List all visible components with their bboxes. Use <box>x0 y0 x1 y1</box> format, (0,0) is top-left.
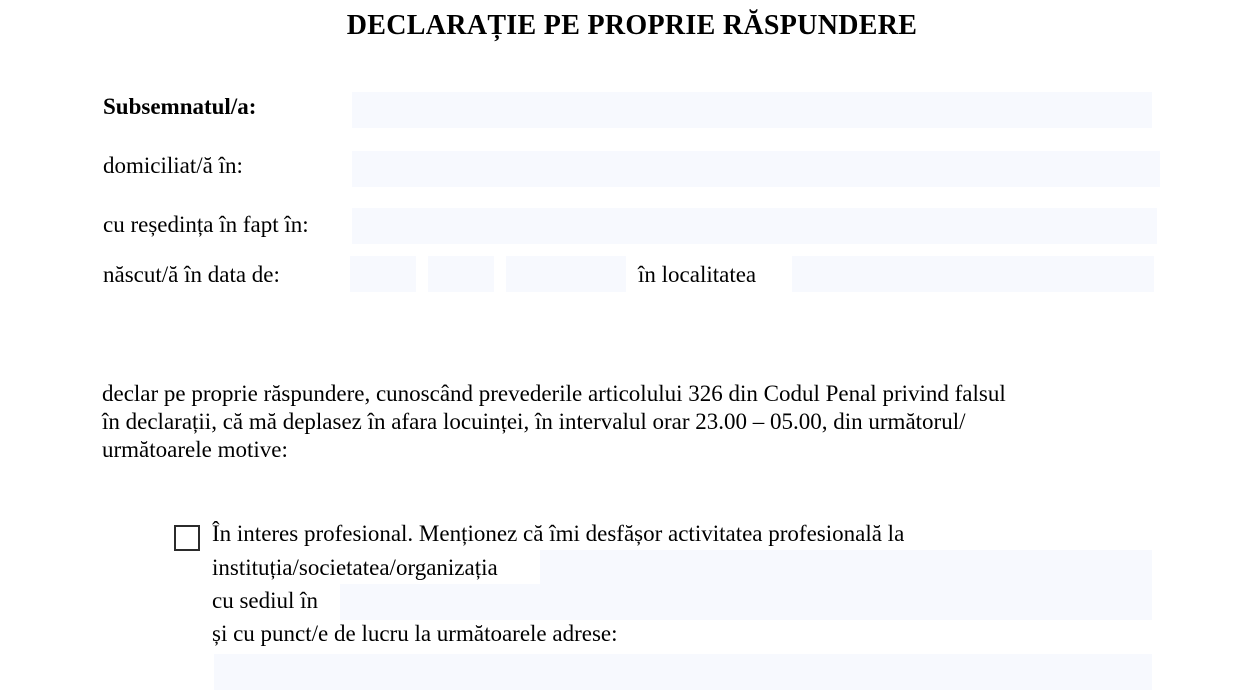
organization-label: instituția/societatea/organizația <box>212 555 498 580</box>
birth-day-field[interactable] <box>350 256 416 292</box>
residence-field[interactable] <box>352 208 1157 244</box>
professional-interest-checkbox[interactable] <box>174 525 200 551</box>
birth-date-label: născut/ă în data de: <box>103 262 280 287</box>
document-title: DECLARAȚIE PE PROPRIE RĂSPUNDERE <box>346 10 918 41</box>
residence-label: cu reședința în fapt în: <box>103 212 309 237</box>
declaration-line: următoarele motive: <box>102 437 288 462</box>
domicile-field[interactable] <box>352 151 1160 187</box>
birth-year-field[interactable] <box>506 256 626 292</box>
declaration-paragraph <box>102 380 1132 464</box>
headquarters-field[interactable] <box>340 584 1152 620</box>
name-field[interactable] <box>352 92 1152 128</box>
name-label: Subsemnatul/a: <box>103 94 257 119</box>
birth-month-field[interactable] <box>428 256 494 292</box>
declaration-line: declar pe proprie răspundere, cunoscând prevederile articolului 326 din Codul Penal privind falsul <box>102 381 1006 406</box>
work-points-label: și cu punct/e de lucru la următoarele adrese: <box>212 621 618 646</box>
organization-field[interactable] <box>540 550 1152 586</box>
work-points-field[interactable] <box>214 654 1152 690</box>
headquarters-label: cu sediul în <box>212 588 319 613</box>
professional-option-label: În interes profesional. Menționez că îmi desfășor activitatea profesională la <box>212 521 905 546</box>
birth-place-label: în localitatea <box>638 262 757 287</box>
declaration-line: în declarații, că mă deplasez în afara locuinței, în intervalul orar 23.00 – 05.00, din următorul/ <box>102 409 966 434</box>
domicile-label: domiciliat/ă în: <box>103 153 243 178</box>
birth-place-field[interactable] <box>792 256 1154 292</box>
